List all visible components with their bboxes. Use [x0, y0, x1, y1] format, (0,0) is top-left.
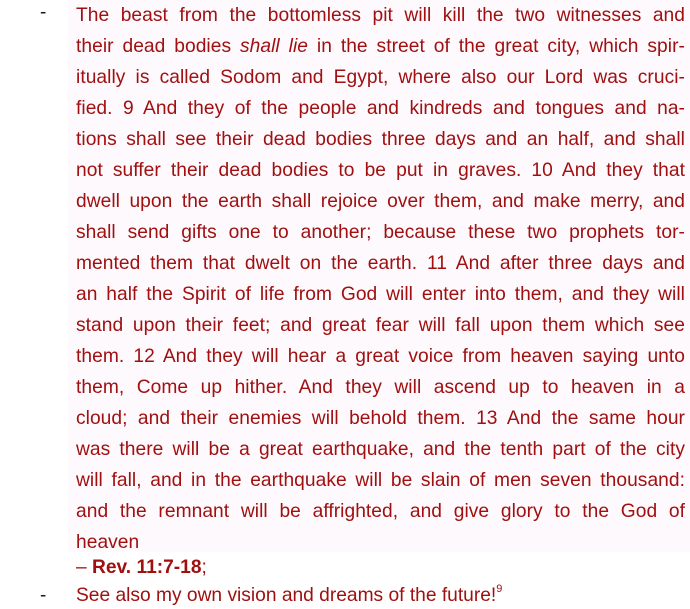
quote-line [76, 124, 685, 155]
quote-line [76, 341, 685, 372]
scripture-reference [76, 552, 207, 583]
see-also-text: See also my own vision and dreams of the future! [76, 585, 497, 606]
see-also-note [76, 582, 502, 609]
quote-line [76, 279, 685, 310]
quote-line [76, 372, 685, 403]
quote-line [76, 186, 685, 217]
reference-citation: Rev. 11:7-18 [92, 557, 202, 578]
quote-text: cloud; and their enemies will behold them. 13 And the same hour [76, 408, 685, 429]
quote-text: mented them that dwelt on the earth. 11 And after three days and [76, 253, 685, 274]
quote-text: an half the Spirit of life from God will enter into them, and they will [76, 284, 685, 305]
quote-line [76, 93, 685, 124]
quote-line [76, 217, 685, 248]
quote-text: their dead bodies [76, 36, 241, 57]
quote-line [76, 155, 685, 186]
quote-line [76, 465, 685, 496]
quote-text: them. 12 And they will hear a great voice from heaven saying unto [76, 346, 685, 367]
quote-text: The beast from the bottomless pit will kill the two witnesses and [76, 5, 685, 26]
quote-line [76, 0, 685, 31]
reference-suffix: ; [201, 557, 207, 578]
quote-line [76, 62, 685, 93]
quote-text: heaven [76, 532, 140, 553]
scripture-quote [76, 0, 685, 558]
quote-line [76, 248, 685, 279]
quote-text: them, Come up hither. And they will ascend up to heaven in a [76, 377, 685, 398]
quote-text: stand upon their feet; and great fear will fall upon them which see [76, 315, 685, 336]
list-bullet: - [40, 2, 47, 23]
quote-line [76, 434, 685, 465]
quote-line [76, 403, 685, 434]
quote-line [76, 31, 685, 62]
quote-text: tions shall see their dead bodies three days and an half, and shall [76, 129, 685, 150]
quote-text: and the remnant will be affrighted, and give glory to the God of [76, 501, 685, 522]
footnote-marker[interactable]: 9 [496, 583, 503, 595]
quote-text: fied. 9 And they of the people and kindreds and tongues and na- [76, 98, 685, 119]
quote-line [76, 310, 685, 341]
quote-line [76, 496, 685, 527]
list-bullet: - [40, 585, 47, 606]
quote-text: dwell upon the earth shall rejoice over them, and make merry, and [76, 191, 685, 212]
quote-text: shall send gifts one to another; because these two prophets tor- [76, 222, 685, 243]
italic-emphasis: shall lie [240, 36, 308, 57]
quote-text: not suffer their dead bodies to be put in graves. 10 And they that [76, 160, 685, 181]
reference-dash: – [76, 557, 93, 578]
quote-text: was there will be a great earthquake, and the tenth part of the city [76, 439, 685, 460]
quote-text: will fall, and in the earthquake will be slain of men seven thousand: [76, 470, 685, 491]
quote-text: in the street of the great city, which spir- [307, 36, 685, 57]
quote-text: itually is called Sodom and Egypt, where also our Lord was cruci- [76, 67, 685, 88]
